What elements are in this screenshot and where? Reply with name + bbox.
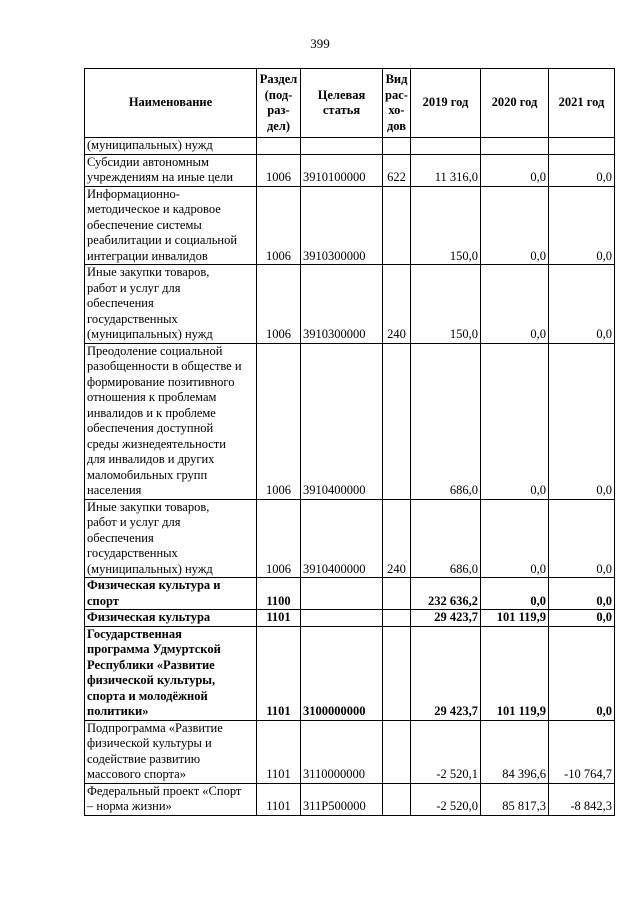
cell-target: 3910300000 [301,186,383,265]
cell-target: 3910400000 [301,343,383,499]
cell-2020 [481,138,549,155]
cell-2019: 29 423,7 [411,626,481,720]
cell-name: Преодоление социальной разобщенности в обществе и формирование позитивного отношения к проблемам инвалидов и к проблеме обеспечения доступной среды жизнедеятельности для инвалидов и других маломобильных групп населения [85,343,257,499]
table-row [85,186,615,265]
cell-section: 1101 [257,720,301,783]
table-row [85,265,615,344]
page-number: 399 [310,36,330,51]
cell-section: 1006 [257,343,301,499]
cell-target: 311P500000 [301,783,383,815]
table-row [85,499,615,578]
table-row [85,578,615,610]
cell-2019: -2 520,1 [411,720,481,783]
cell-2021: -8 842,3 [549,783,615,815]
cell-name: Государственная программа Удмуртской Республики «Развитие физической культуры, спорта и молодёжной политики» [85,626,257,720]
table-row [85,154,615,186]
cell-target: 3100000000 [301,626,383,720]
table-body [85,138,615,816]
cell-section [257,138,301,155]
cell-name: Федеральный проект «Спорт – норма жизни» [85,783,257,815]
cell-target [301,138,383,155]
cell-name: Информационно- методическое и кадровое обеспечение системы реабилитации и социальной интеграции инвалидов [85,186,257,265]
col-header-kind: Вид рас- хо- дов [383,69,411,138]
cell-2020: 0,0 [481,265,549,344]
cell-2020: 0,0 [481,499,549,578]
col-header-2019: 2019 год [411,69,481,138]
table-row [85,138,615,155]
cell-kind [383,578,411,610]
cell-section: 1101 [257,783,301,815]
cell-section: 1006 [257,265,301,344]
cell-2021: 0,0 [549,154,615,186]
cell-2019: -2 520,0 [411,783,481,815]
cell-2021: 0,0 [549,578,615,610]
cell-2020: 0,0 [481,186,549,265]
cell-section: 1100 [257,578,301,610]
table-row [85,783,615,815]
cell-section: 1006 [257,154,301,186]
cell-2019: 11 316,0 [411,154,481,186]
table-row [85,626,615,720]
cell-kind [383,720,411,783]
cell-section: 1101 [257,610,301,627]
cell-section: 1101 [257,626,301,720]
cell-2021: 0,0 [549,610,615,627]
cell-kind: 622 [383,154,411,186]
table-row [85,343,615,499]
cell-name: Физическая культура [85,610,257,627]
cell-kind [383,138,411,155]
cell-2019 [411,138,481,155]
cell-section: 1006 [257,499,301,578]
cell-kind [383,186,411,265]
cell-target: 3110000000 [301,720,383,783]
cell-2019: 150,0 [411,265,481,344]
col-header-name: Наименование [85,69,257,138]
cell-2020: 101 119,9 [481,626,549,720]
cell-name: Иные закупки товаров, работ и услуг для обеспечения государственных (муниципальных) нужд [85,499,257,578]
cell-section: 1006 [257,186,301,265]
cell-name: Подпрограмма «Развитие физической культуры и содействие развитию массового спорта» [85,720,257,783]
cell-2021: 0,0 [549,343,615,499]
cell-2020: 0,0 [481,343,549,499]
col-header-2021: 2021 год [549,69,615,138]
cell-2019: 686,0 [411,343,481,499]
cell-2020: 84 396,6 [481,720,549,783]
cell-kind [383,610,411,627]
cell-target [301,610,383,627]
cell-target: 3910100000 [301,154,383,186]
col-header-target: Целевая статья [301,69,383,138]
cell-name: Иные закупки товаров, работ и услуг для обеспечения государственных (муниципальных) нужд [85,265,257,344]
cell-target [301,578,383,610]
cell-2019: 150,0 [411,186,481,265]
cell-2021: 0,0 [549,265,615,344]
cell-2021: 0,0 [549,626,615,720]
cell-2021: 0,0 [549,186,615,265]
cell-kind [383,783,411,815]
cell-kind [383,343,411,499]
budget-table [84,68,615,816]
cell-2020: 0,0 [481,154,549,186]
cell-name: Субсидии автономным учреждениям на иные цели [85,154,257,186]
cell-2021 [549,138,615,155]
table-row [85,720,615,783]
cell-2021: 0,0 [549,499,615,578]
cell-kind [383,626,411,720]
table-header-row [85,69,615,138]
col-header-section: Раздел (под- раз- дел) [257,69,301,138]
cell-name: (муниципальных) нужд [85,138,257,155]
table-row [85,610,615,627]
cell-2020: 0,0 [481,578,549,610]
cell-2019: 686,0 [411,499,481,578]
cell-2020: 101 119,9 [481,610,549,627]
cell-target: 3910300000 [301,265,383,344]
cell-kind: 240 [383,499,411,578]
cell-2019: 232 636,2 [411,578,481,610]
cell-target: 3910400000 [301,499,383,578]
col-header-2020: 2020 год [481,69,549,138]
cell-2019: 29 423,7 [411,610,481,627]
cell-kind: 240 [383,265,411,344]
cell-name: Физическая культура и спорт [85,578,257,610]
cell-2020: 85 817,3 [481,783,549,815]
cell-2021: -10 764,7 [549,720,615,783]
